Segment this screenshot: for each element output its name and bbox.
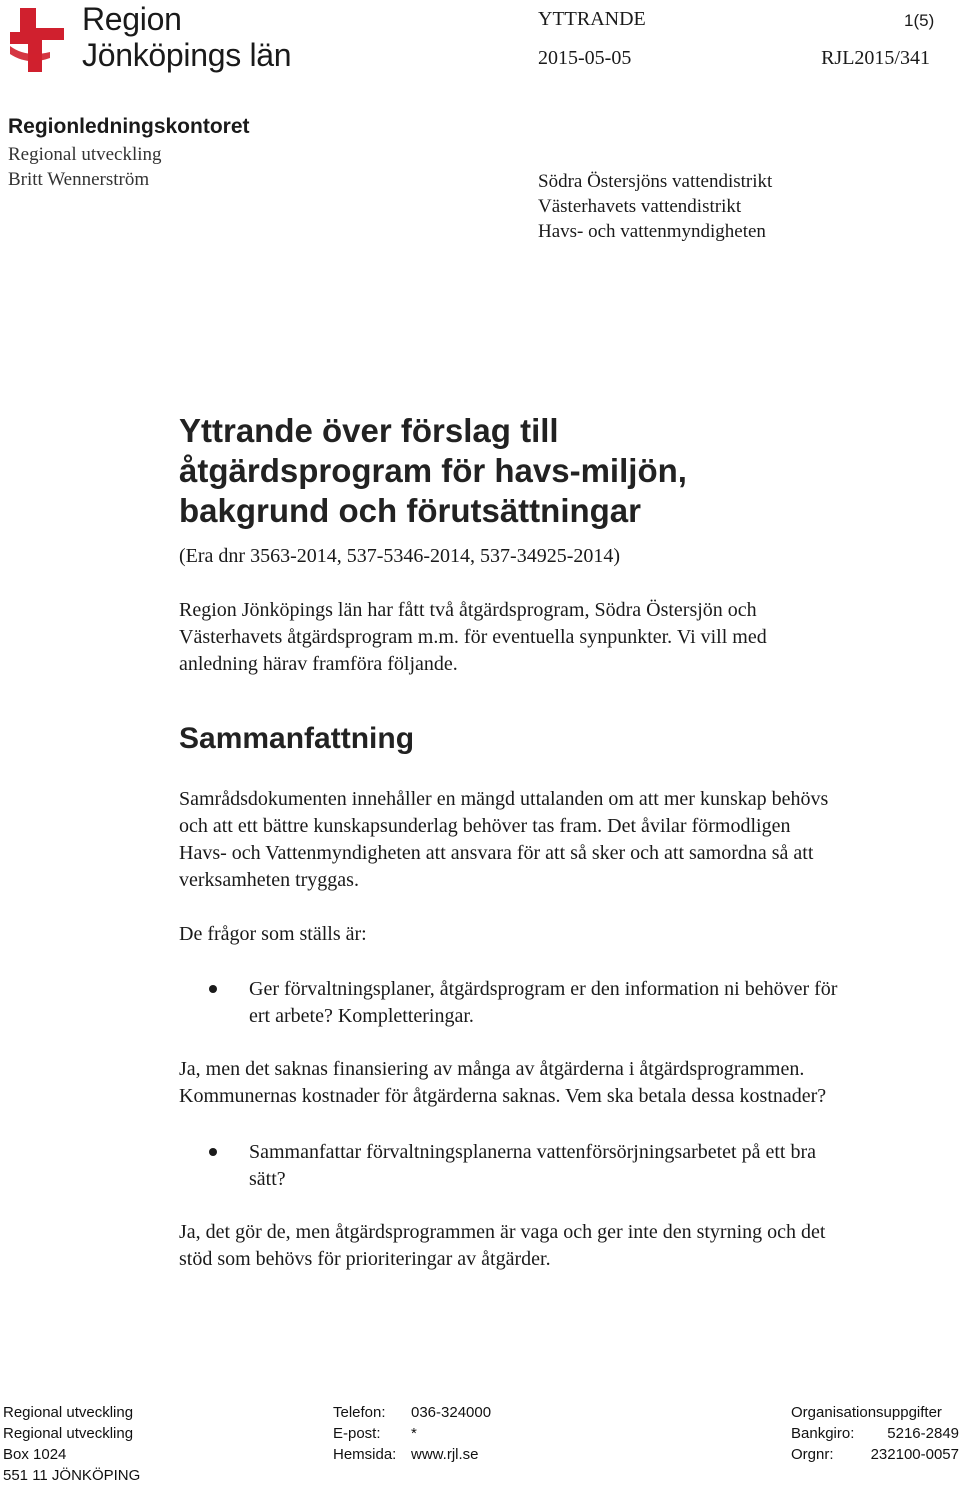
text-line: Västerhavets åtgärdsprogram m.m. för eventuella synpunkter. Vi vill med — [179, 626, 767, 648]
title-line: åtgärdsprogram för havs-miljön, — [179, 452, 687, 489]
footer-line: Regional utveckling — [3, 1425, 134, 1442]
footer-line: Box 1024 — [3, 1446, 67, 1463]
footer-label: Orgnr: — [791, 1446, 834, 1463]
answer-paragraph — [179, 1056, 826, 1110]
text-line: Region Jönköpings län har fått två åtgärdsprogram, Södra Östersjön och — [179, 599, 757, 621]
doc-type: YTTRANDE — [538, 8, 646, 30]
reference-numbers: (Era dnr 3563-2014, 537-5346-2014, 537-34925-2014) — [179, 545, 621, 567]
doc-date: 2015-05-05 — [538, 47, 632, 69]
document-title — [179, 411, 687, 531]
text-line: Sammanfattar förvaltningsplanerna vattenförsörjningsarbetet på ett bra — [249, 1141, 817, 1163]
bullet-item — [249, 976, 837, 1030]
sender-office: Regionledningskontoret — [8, 115, 250, 138]
footer-website-link[interactable]: www.rjl.se — [411, 1446, 479, 1463]
text-line: sätt? — [249, 1168, 286, 1190]
footer-line: 551 11 JÖNKÖPING — [3, 1467, 141, 1484]
answer-paragraph — [179, 1219, 825, 1273]
footer-contact-labels — [333, 1402, 396, 1465]
footer-org-title: Organisationsuppgifter — [791, 1404, 942, 1421]
sender-person: Britt Wennerström — [8, 169, 150, 190]
sender-unit: Regional utveckling — [8, 144, 162, 165]
footer-label: Bankgiro: — [791, 1425, 855, 1442]
recipient: Havs- och vattenmyndigheten — [538, 221, 766, 242]
recipient: Västerhavets vattendistrikt — [538, 196, 742, 217]
region-logo — [6, 2, 306, 78]
footer-org-labels — [791, 1423, 854, 1465]
text-line: Ja, men det saknas finansiering av många av åtgärderna i åtgärdsprogrammen. — [179, 1058, 805, 1080]
questions-intro: De frågor som ställs är: — [179, 923, 367, 945]
logo-line-2: Jönköpings län — [82, 37, 292, 73]
footer-address — [3, 1402, 140, 1486]
title-line: bakgrund och förutsättningar — [179, 492, 641, 529]
summary-paragraph — [179, 786, 828, 894]
footer-orgnr: 232100-0057 — [870, 1446, 959, 1463]
text-line: stöd som behövs för prioriteringar av åtgärder. — [179, 1248, 551, 1270]
text-line: Kommunernas kostnader för åtgärderna saknas. Vem ska betala dessa kostnader? — [179, 1085, 827, 1107]
recipient-list — [538, 169, 772, 244]
title-line: Yttrande över förslag till — [179, 412, 559, 449]
text-line: verksamheten tryggas. — [179, 869, 359, 891]
page-number: 1(5) — [904, 11, 935, 30]
recipient: Södra Östersjöns vattendistrikt — [538, 171, 773, 192]
footer-line: Regional utveckling — [3, 1404, 134, 1421]
text-line: Havs- och Vattenmyndigheten att ansvara för att så sker och att samordna så att — [179, 842, 814, 864]
footer-label: Hemsida: — [333, 1446, 397, 1463]
text-line: ert arbete? Kompletteringar. — [249, 1005, 474, 1027]
footer-bankgiro: 5216-2849 — [887, 1425, 959, 1442]
text-line: och att ett bättre kunskapsunderlag behöver tas fram. Det åvilar förmodligen — [179, 815, 791, 837]
bullet-icon — [209, 985, 217, 993]
region-cross-logo-icon — [6, 6, 76, 74]
footer-label: Telefon: — [333, 1404, 386, 1421]
intro-paragraph — [179, 597, 767, 678]
text-line: Samrådsdokumenten innehåller en mängd uttalanden om att mer kunskap behövs — [179, 788, 829, 810]
text-line: anledning härav framföra följande. — [179, 653, 458, 675]
bullet-icon — [209, 1148, 217, 1156]
footer-phone: 036-324000 — [411, 1404, 492, 1421]
bullet-item — [249, 1139, 816, 1193]
text-line: Ja, det gör de, men åtgärdsprogrammen är vaga och ger inte den styrning och det — [179, 1221, 826, 1243]
logo-line-1: Region — [82, 1, 182, 37]
footer-email: * — [411, 1425, 417, 1442]
footer-label: E-post: — [333, 1425, 381, 1442]
text-line: Ger förvaltningsplaner, åtgärdsprogram er den information ni behöver för — [249, 978, 838, 1000]
summary-heading: Sammanfattning — [179, 722, 415, 755]
footer-contact-values — [411, 1402, 491, 1465]
footer-org-values — [871, 1423, 959, 1465]
doc-reference: RJL2015/341 — [821, 47, 930, 69]
